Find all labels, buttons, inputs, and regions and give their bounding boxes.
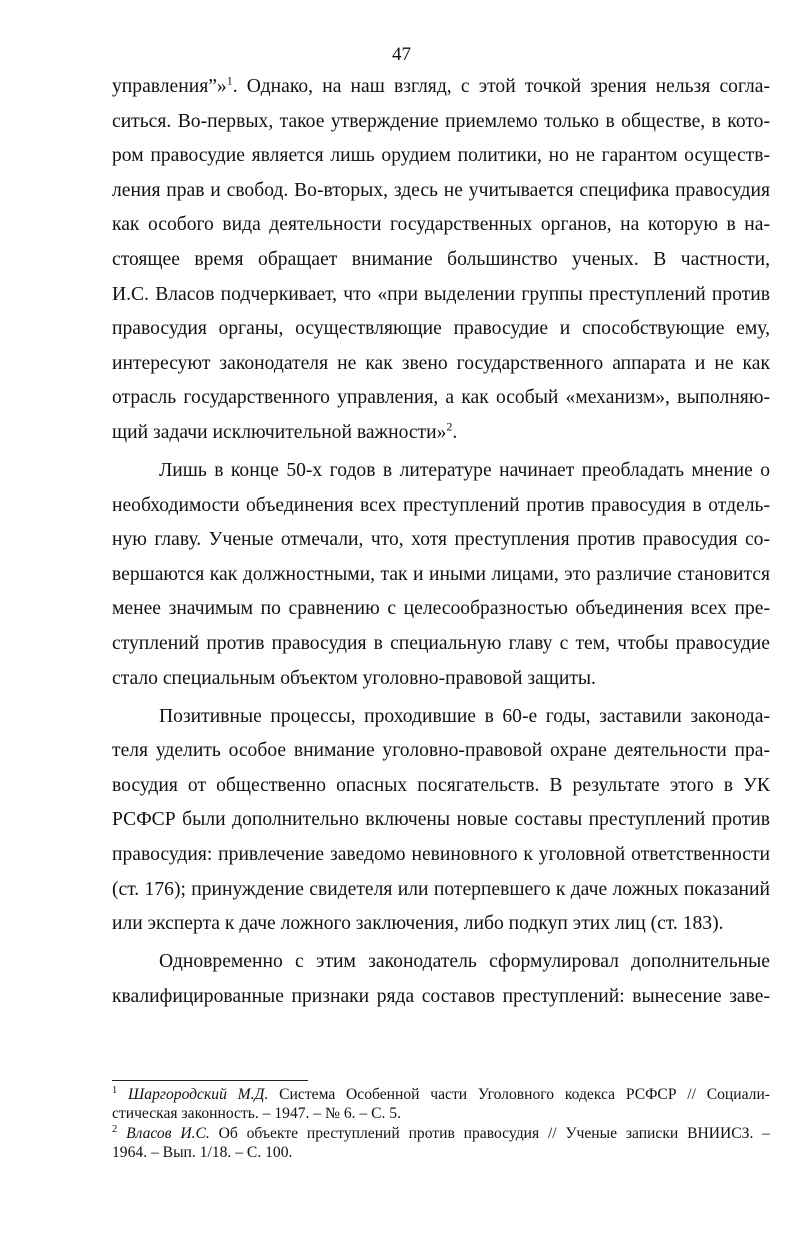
text-line: РСФСР были дополнительно включены новые составы преступлений против	[112, 809, 770, 831]
footnote-number: 1	[112, 1084, 118, 1096]
footnote-author: Власов И.С.	[126, 1124, 210, 1142]
footnote-number: 2	[112, 1123, 118, 1135]
page-number: 47	[392, 44, 411, 65]
text-line: ную главу. Ученые отмечали, что, хотя преступления против правосудия со-	[112, 529, 770, 551]
text-line: интересуют законодателя не как звено государственного аппарата и не как	[112, 352, 770, 374]
text-line: как особого вида деятельности государственных органов, на которую в на-	[112, 214, 770, 236]
text-line: или эксперта к даче ложного заключения, либо подкуп этих лиц (ст. 183).	[112, 913, 724, 935]
text-line: ступлений против правосудия в специальную главу с тем, чтобы правосудие	[112, 633, 770, 654]
text-line: отрасль государственного управления, а как особый «механизм», выполняю-	[112, 387, 770, 409]
text-line: восудия от общественно опасных посягательств. В результате этого в УК	[112, 774, 770, 796]
footnote-ref[interactable]: 2	[446, 419, 453, 434]
paragraph	[112, 945, 770, 1014]
footnote-line: $^1$ Шаргородский М.Д. Система Особенной части Уголовного кодекса РСФСР // Социали-	[112, 1084, 771, 1103]
text-line: Лишь в конце 50-х годов в литературе начинает преобладать мнение о	[159, 460, 770, 482]
text-line: (ст. 176); принуждение свидетеля или потерпевшего к даче ложных показаний	[112, 878, 770, 900]
text-line: Одновременно с этим законодатель сформулировал дополнительные	[159, 951, 770, 973]
text-line: ления прав и свобод. Во-вторых, здесь не учитывается специфика правосудия	[112, 179, 770, 201]
footnote-line: стическая законность. – 1947. – № 6. – С. 5.	[112, 1105, 402, 1123]
text-line: Позитивные процессы, проходившие в 60-е годы, заставили законода-	[159, 705, 770, 727]
text-line: теля уделить особое внимание уголовно-правовой охране деятельности пра-	[112, 740, 770, 762]
text-line: стало специальным объектом уголовно-правовой защиты.	[112, 667, 596, 689]
text-line: И.С. Власов подчеркивает, что «при выделении группы преступлений против	[112, 283, 770, 305]
text-line: ситься. Во-первых, такое утверждение приемлемо только в обществе, в кото-	[112, 110, 770, 132]
footnote-separator	[112, 1080, 308, 1081]
paragraph	[112, 70, 770, 451]
footnote-ref[interactable]: 1	[226, 73, 233, 88]
text-line: щий задачи исключительной важности»$^2$.	[112, 419, 458, 443]
paragraph	[112, 700, 770, 942]
footnote	[112, 1124, 770, 1163]
footnote-line: $^2$ Власов И.С. Об объекте преступлений против правосудия // Ученые записки ВНИИСЗ. –	[112, 1123, 770, 1142]
paragraph	[112, 454, 770, 696]
text-line: управления”»$^1$. Однако, на наш взгляд, с этой точкой зрения нельзя согла-	[112, 73, 770, 97]
text-line: вершаются как должностными, так и иными лицами, это различие становится	[112, 563, 770, 585]
footnotes	[112, 1085, 770, 1162]
text-line: стоящее время обращает внимание большинство ученых. В частности,	[112, 248, 770, 270]
text-line: менее значимым по сравнению с целесообразностью объединения всех пре-	[112, 598, 770, 620]
footnote	[112, 1085, 770, 1124]
text-line: правосудия органы, осуществляющие правосудие и способствующие ему,	[112, 318, 770, 340]
main-text	[112, 70, 770, 1015]
text-line: необходимости объединения всех преступлений против правосудия в отдель-	[112, 494, 770, 516]
text-line: квалифицированные признаки ряда составов преступлений: вынесение заве-	[112, 985, 770, 1007]
text-line: правосудия: привлечение заведомо невиновного к уголовной ответственности	[112, 844, 770, 866]
footnote-author: Шаргородский М.Д.	[128, 1086, 269, 1103]
footnote-line: 1964. – Вып. 1/18. – С. 100.	[112, 1143, 293, 1161]
text-line: ром правосудие является лишь орудием политики, но не гарантом осуществ-	[112, 145, 770, 167]
